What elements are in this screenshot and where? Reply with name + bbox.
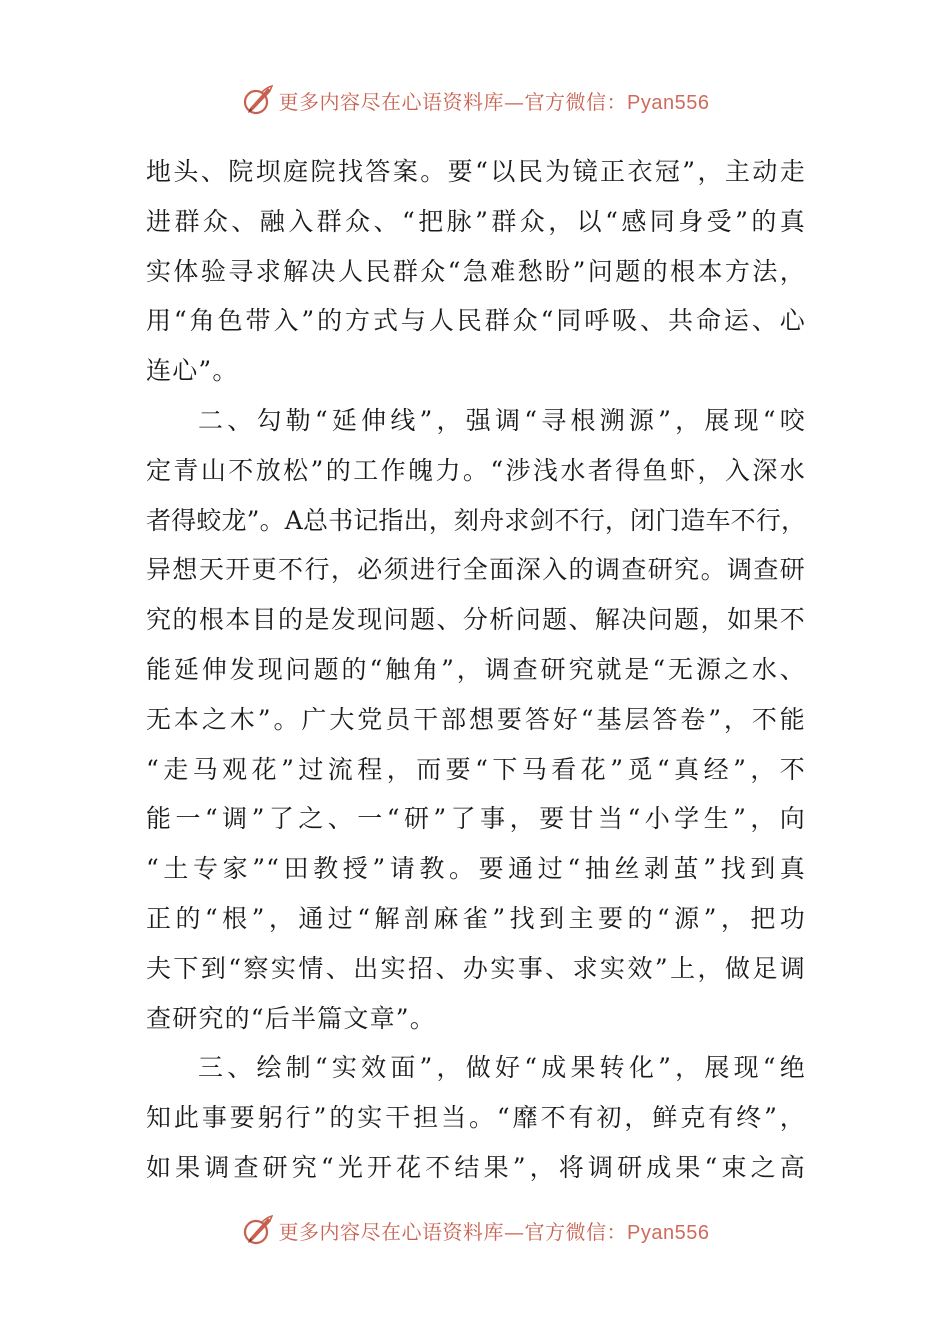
banner-wechat-label: 官方微信： bbox=[524, 89, 628, 114]
document-body bbox=[146, 147, 806, 1193]
text-line: 能一“调”了之、一“研”了事，要甘当“小学生”，向 bbox=[146, 804, 806, 834]
text-line: 无本之木”。广大党员干部想要答好“基层答卷”，不能 bbox=[146, 704, 806, 734]
text-line: 定青山不放松”的工作魄力。“涉浅水者得鱼虾，入深水 bbox=[146, 455, 806, 485]
text-line: 如果调查研究“光开花不结果”，将调研成果“束之高 bbox=[146, 1152, 806, 1182]
footer-banner bbox=[0, 1210, 950, 1250]
text-line: 夫下到“察实情、出实招、办实事、求实效”上，做足调 bbox=[146, 953, 806, 983]
paragraph-start-line: 二、勾勒“延伸线”，强调“寻根溯源”，展现“咬 bbox=[198, 405, 806, 435]
text-line: 究的根本目的是发现问题、分析问题、解决问题，如果不 bbox=[146, 605, 806, 635]
text-line: 能延伸发现问题的“触角”，调查研究就是“无源之水、 bbox=[146, 654, 806, 684]
text-line: “走马观花”过流程，而要“下马看花”觅“真经”，不 bbox=[146, 754, 806, 784]
text-line: 地头、院坝庭院找答案。要“以民为镜正衣冠”，主动走 bbox=[146, 157, 806, 186]
banner-wechat-label: 官方微信： bbox=[524, 1219, 628, 1244]
text-line: 实体验寻求解决人民群众“急难愁盼”问题的根本方法， bbox=[146, 256, 806, 286]
banner-wechat-id: Pyan556 bbox=[627, 1221, 710, 1244]
text-line: 连心”。 bbox=[146, 356, 239, 386]
text-line: 知此事要躬行”的实干担当。“靡不有初，鲜克有终”， bbox=[146, 1103, 806, 1133]
text-line: 异想天开更不行，必须进行全面深入的调查研究。调查研 bbox=[146, 555, 806, 585]
banner-title: 更多内容尽在心语资料库 bbox=[278, 1219, 505, 1244]
banner-separator: — bbox=[504, 89, 525, 114]
banner-separator: — bbox=[504, 1219, 525, 1244]
text-line: 进群众、融入群众、“把脉”群众，以“感同身受”的真 bbox=[146, 206, 806, 236]
text-line: 者得蛟龙”。A总书记指出，刻舟求剑不行，闭门造车不行， bbox=[146, 505, 806, 535]
banner-title: 更多内容尽在心语资料库 bbox=[278, 89, 505, 114]
text-line: “土专家”“田教授”请教。要通过“抽丝剥茧”找到真 bbox=[146, 854, 806, 884]
banner-text bbox=[279, 86, 710, 115]
text-line: 用“角色带入”的方式与人民群众“同呼吸、共命运、心 bbox=[146, 306, 806, 336]
text-line: 查研究的“后半篇文章”。 bbox=[146, 1003, 436, 1033]
header-banner bbox=[0, 80, 950, 120]
quill-pen-logo-icon bbox=[241, 1213, 275, 1247]
quill-pen-logo-icon bbox=[241, 83, 275, 117]
paragraph-start-line: 三、绘制“实效面”，做好“成果转化”，展现“绝 bbox=[198, 1053, 806, 1083]
text-line: 正的“根”，通过“解剖麻雀”找到主要的“源”，把功 bbox=[146, 903, 806, 933]
banner-wechat-id: Pyan556 bbox=[627, 91, 710, 114]
banner-text bbox=[279, 1216, 710, 1245]
